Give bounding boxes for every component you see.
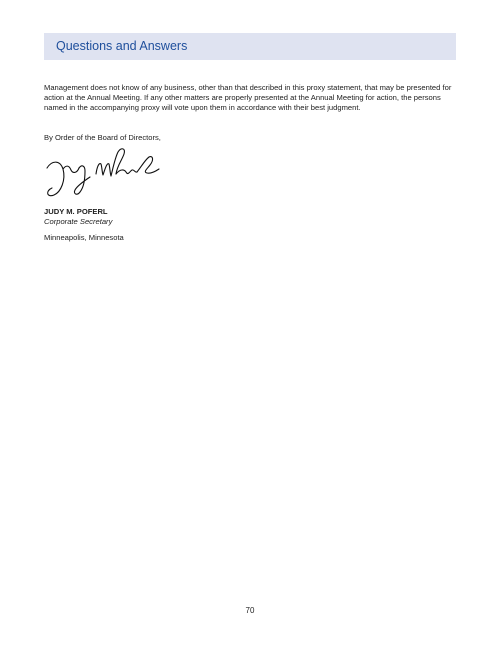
signatory-location: Minneapolis, Minnesota (44, 233, 124, 242)
page-number: 70 (245, 606, 255, 615)
section-title: Questions and Answers (56, 39, 188, 53)
body-paragraph: Management does not know of any business, other than that described in this proxy statement, that may be presented for action at the Annual Meeting. If any other matters are properly presented at the Annual Meeting for action, the persons named in the accompanying proxy will vote upon them in accordance with their best judgment. (44, 83, 452, 113)
signatory-title: Corporate Secretary (44, 217, 113, 226)
section-header (44, 33, 456, 60)
signatory-name: JUDY M. POFERL (44, 207, 108, 216)
handwritten-signature (44, 144, 162, 200)
closing-line: By Order of the Board of Directors, (44, 133, 161, 142)
